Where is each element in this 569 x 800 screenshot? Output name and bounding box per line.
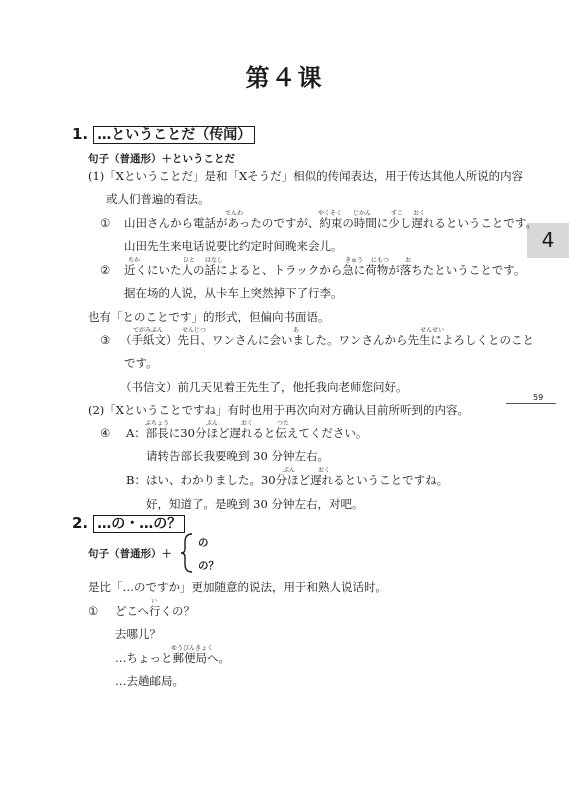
- brace-icon: [180, 532, 194, 574]
- dialogue-line: 去哪儿？: [115, 627, 161, 641]
- section-number: 2.: [72, 514, 89, 532]
- furigana: せんじつ: [182, 327, 207, 334]
- pattern-option: の？: [198, 560, 219, 572]
- explanation-2: (2)「Xということですね」有时也用于再次向对方确认目前所听到的内容。: [88, 403, 469, 417]
- section-heading: …の・…の？: [93, 515, 185, 533]
- dialogue-b-cn: 好，知道了。是晚到 30 分钟左右，对吧。: [146, 497, 364, 511]
- example-cn: 山田先生来电话说要比约定时间晚来会儿。: [124, 239, 343, 253]
- furigana: おく: [241, 420, 254, 427]
- grammar-pattern: 句子（普通形）＋ということだ: [88, 153, 235, 165]
- explanation: 是比「…のですか」更加随意的说法，用于和熟人说话时。: [88, 580, 387, 594]
- example-number: ③: [100, 333, 111, 347]
- furigana: すこ: [391, 210, 404, 217]
- furigana: ゆうびんきょく: [171, 645, 214, 652]
- section-number: 1.: [72, 125, 89, 143]
- page-number-rule: [506, 403, 556, 404]
- section-1-header: [72, 124, 255, 144]
- furigana: ぷん: [206, 420, 219, 427]
- pattern-option: の: [198, 537, 209, 549]
- dialogue-a-jp: A：部長に30分ほど遅れると伝えてください。: [126, 426, 368, 440]
- explanation-1b: 或人们普遍的看法。: [106, 192, 210, 206]
- dialogue-line: …去趟邮局。: [115, 674, 184, 688]
- furigana: ぷん: [283, 467, 296, 474]
- example-number: ④: [100, 426, 111, 440]
- dialogue-line: …ちょっと郵便局へ。: [115, 651, 230, 665]
- furigana: ひと: [183, 257, 196, 264]
- furigana: い: [151, 598, 158, 605]
- furigana: にもつ: [371, 257, 390, 264]
- furigana: てがみぶん: [133, 327, 164, 334]
- example-jp: 近くにいた人の話によると、トラックから急に荷物が落ちたということです。: [124, 263, 526, 277]
- example-number: ①: [100, 216, 111, 230]
- furigana: ちか: [128, 257, 141, 264]
- furigana: はなし: [205, 257, 224, 264]
- furigana: おく: [413, 210, 426, 217]
- dialogue-b-jp: B：はい、わかりました。30分ほど遅れるということですね。: [126, 473, 449, 487]
- furigana: やくそく: [318, 210, 343, 217]
- section-heading: …ということだ（传闻）: [93, 126, 255, 144]
- furigana: おく: [318, 467, 331, 474]
- furigana: でんわ: [225, 210, 244, 217]
- example-cn: 据在场的人说，从卡车上突然掉下了行李。: [124, 286, 343, 300]
- chapter-tab: 4: [527, 223, 569, 258]
- furigana: じかん: [353, 210, 372, 217]
- example-jp: 山田さんから電話があったのですが、約束の時間に少し遅れるということです。: [124, 216, 537, 230]
- example-cn: （书信文）前几天见着王先生了，他托我向老师您问好。: [120, 380, 408, 394]
- dialogue-a-cn: 请转告部长我要晚到 30 分钟左右。: [146, 449, 329, 463]
- furigana: せんせい: [420, 327, 445, 334]
- note-text: 也有「とのことです」的形式，但偏向书面语。: [88, 310, 330, 324]
- example-jp: （手紙文）先日、ワンさんに会いました。ワンさんから先生によろしくとのこと: [120, 333, 534, 347]
- example-number: ②: [100, 263, 111, 277]
- dialogue-line: どこへ行くの？: [115, 604, 196, 618]
- furigana: つた: [277, 420, 290, 427]
- furigana: お: [405, 257, 412, 264]
- example-jp-cont: です。: [124, 356, 158, 370]
- grammar-pattern: 句子（普通形）＋: [88, 548, 172, 560]
- page-title: 第４课: [245, 64, 324, 92]
- section-2-header: [72, 513, 185, 533]
- explanation-1a: (1)「Xということだ」是和「Xそうだ」相似的传闻表达，用于传达其他人所说的内容: [88, 169, 524, 183]
- furigana: きゅう: [345, 257, 364, 264]
- page-number: 59: [533, 393, 544, 402]
- furigana: ぶちょう: [145, 420, 170, 427]
- furigana: あ: [293, 327, 300, 334]
- example-number: ①: [88, 604, 99, 618]
